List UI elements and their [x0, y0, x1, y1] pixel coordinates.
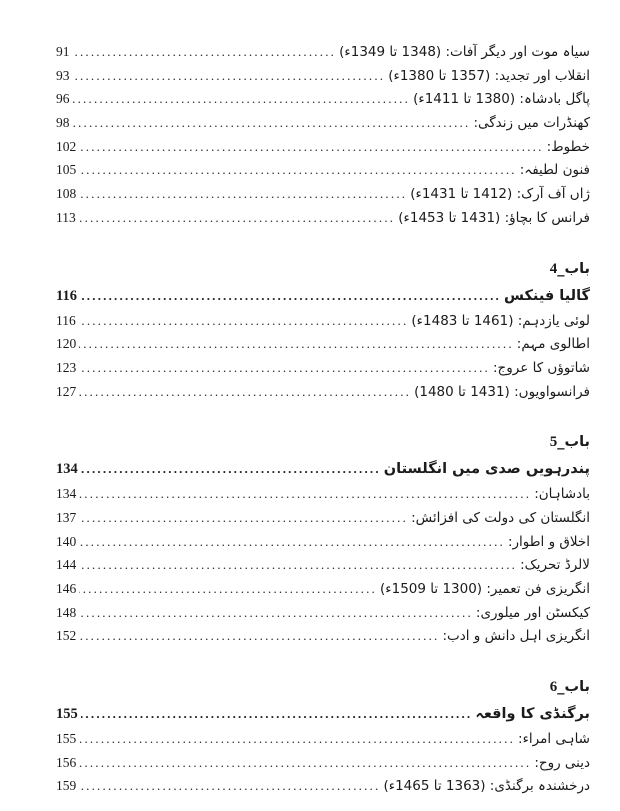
- toc-entry[interactable]: [56, 206, 590, 230]
- dot-leader: [79, 601, 473, 625]
- entry-page-number: 116: [56, 312, 76, 328]
- chapter-title-page-number: 155: [56, 706, 78, 723]
- toc-entry[interactable]: [56, 577, 590, 601]
- dot-leader: [79, 309, 409, 333]
- chapter-separator: _: [557, 679, 565, 696]
- entry-page-number: 123: [56, 359, 77, 375]
- chapter-title-page-number: 116: [56, 287, 77, 304]
- dot-leader: [80, 283, 501, 309]
- toc-chapter-title-entry[interactable]: [56, 283, 590, 309]
- dot-leader: [79, 727, 515, 751]
- dot-leader: [79, 206, 395, 230]
- toc-entry[interactable]: [56, 64, 590, 88]
- entry-label: انگلستان کی دولت کی افزائش:: [411, 509, 590, 526]
- entry-page-number: 152: [56, 628, 77, 644]
- entry-label: لوئی یازدہم: (1461 تا 1483ء): [411, 312, 590, 329]
- chapter-heading: [56, 256, 590, 283]
- entry-page-number: 127: [56, 383, 77, 399]
- entry-page-number: 91: [56, 44, 70, 59]
- entry-label: سیاہ موت اور دیگر آفات: (1348 تا 1349ء): [339, 44, 590, 60]
- entry-label: انگریزی اہل دانش و ادب:: [442, 628, 590, 645]
- entry-label: پاگل بادشاہ: (1380 تا 1411ء): [413, 91, 590, 108]
- dot-leader: [79, 135, 543, 159]
- entry-page-number: 137: [56, 509, 77, 525]
- toc-entry[interactable]: [56, 158, 590, 182]
- toc-entry[interactable]: [56, 182, 590, 206]
- dot-leader: [79, 380, 411, 404]
- toc-entry[interactable]: [56, 40, 590, 64]
- entry-page-number: 134: [56, 486, 77, 502]
- entry-page-number: 98: [56, 115, 70, 131]
- chapter-number: 5: [549, 434, 558, 451]
- toc-entry[interactable]: [56, 135, 590, 159]
- dot-leader: [79, 506, 408, 530]
- entry-label: اخلاق و اطوار:: [507, 533, 590, 550]
- dot-leader: [79, 356, 490, 380]
- entry-label: بادشاہان:: [534, 486, 590, 503]
- entry-page-number: 120: [56, 336, 77, 352]
- entry-label: فنون لطیفہ:: [519, 162, 590, 179]
- entry-page-number: 93: [56, 67, 70, 83]
- chapter-word: باب: [564, 679, 590, 696]
- chapter-word: باب: [564, 434, 590, 451]
- chapter-number: 6: [549, 679, 558, 696]
- entry-page-number: 108: [56, 186, 77, 202]
- entry-page-number: 102: [56, 138, 77, 154]
- entry-label: خطوط:: [546, 138, 590, 155]
- chapter-heading: [56, 674, 590, 701]
- dot-leader: [79, 182, 407, 206]
- entry-page-number: 159: [56, 778, 77, 794]
- entry-page-number: 144: [56, 557, 77, 573]
- chapter-title-page-number: 134: [56, 461, 78, 478]
- entry-label: درخشندہ برگنڈی: (1363 تا 1465ء): [383, 778, 590, 795]
- toc-entry[interactable]: [56, 506, 590, 530]
- toc-entry[interactable]: [56, 111, 590, 135]
- chapter-heading: [56, 429, 590, 456]
- toc-entry[interactable]: [56, 332, 590, 356]
- chapter-separator: _: [557, 260, 565, 277]
- dot-leader: [79, 751, 531, 775]
- toc-section: [56, 40, 590, 230]
- toc-section: [56, 674, 590, 798]
- entry-label: اطالوی مہم:: [516, 336, 590, 353]
- entry-label: شاہی امراء:: [518, 731, 590, 748]
- toc-entry[interactable]: [56, 727, 590, 751]
- dot-leader: [73, 111, 471, 135]
- dot-leader: [79, 577, 377, 601]
- dot-leader: [79, 482, 531, 506]
- chapter-separator: _: [557, 434, 565, 451]
- entry-page-number: 148: [56, 604, 77, 620]
- dot-leader: [79, 158, 516, 182]
- dot-leader: [79, 774, 380, 798]
- dot-leader: [81, 456, 381, 482]
- entry-label: فرانسواویوں: (1431 تا 1480): [414, 383, 590, 400]
- entry-page-number: 105: [56, 162, 77, 178]
- entry-page-number: 113: [56, 209, 76, 225]
- toc-entry[interactable]: [56, 380, 590, 404]
- entry-page-number: 156: [56, 754, 77, 770]
- toc-entry[interactable]: [56, 530, 590, 554]
- entry-label: ژاں آف آرک: (1412 تا 1431ء): [410, 186, 590, 203]
- toc-entry[interactable]: [56, 774, 590, 798]
- dot-leader: [73, 40, 337, 64]
- toc-entry[interactable]: [56, 553, 590, 577]
- toc-chapter-title-entry[interactable]: [56, 701, 590, 727]
- dot-leader: [79, 332, 514, 356]
- entry-label: انگریزی فن تعمیر: (1300 تا 1509ء): [380, 581, 590, 597]
- toc-section: [56, 429, 590, 648]
- entry-label: دینی روح:: [534, 754, 590, 771]
- entry-label: کیکسٹن اور میلوری:: [475, 604, 590, 621]
- toc-entry[interactable]: [56, 751, 590, 775]
- chapter-title-label: گالیا فینکس: [504, 287, 590, 304]
- entry-page-number: 96: [56, 91, 70, 107]
- toc-entry[interactable]: [56, 482, 590, 506]
- dot-leader: [73, 87, 411, 111]
- dot-leader: [73, 64, 386, 88]
- entry-page-number: 140: [56, 533, 77, 549]
- chapter-number: 4: [549, 260, 558, 277]
- entry-label: کھنڈرات میں زندگی:: [473, 115, 590, 132]
- entry-label: شاتوؤں کا عروج:: [493, 359, 590, 376]
- toc-entry[interactable]: [56, 309, 590, 333]
- dot-leader: [79, 553, 517, 577]
- chapter-title-label: پندرہویں صدی میں انگلستان: [383, 461, 590, 478]
- entry-page-number: 146: [56, 581, 77, 596]
- entry-label: انقلاب اور تجدید: (1357 تا 1380ء): [388, 67, 590, 84]
- toc-entry[interactable]: [56, 87, 590, 111]
- entry-page-number: 155: [56, 731, 77, 747]
- entry-label: فرانس کا بچاؤ: (1431 تا 1453ء): [398, 209, 590, 226]
- dot-leader: [79, 624, 439, 648]
- toc-section: [56, 256, 590, 404]
- chapter-word: باب: [564, 260, 590, 277]
- toc-entry[interactable]: [56, 601, 590, 625]
- chapter-title-label: برگنڈی کا واقعہ: [475, 706, 590, 723]
- toc-chapter-title-entry[interactable]: [56, 456, 590, 482]
- dot-leader: [81, 701, 473, 727]
- toc-entry[interactable]: [56, 624, 590, 648]
- toc-entry[interactable]: [56, 356, 590, 380]
- dot-leader: [79, 530, 505, 554]
- entry-label: لالرڈ تحریک:: [520, 557, 590, 574]
